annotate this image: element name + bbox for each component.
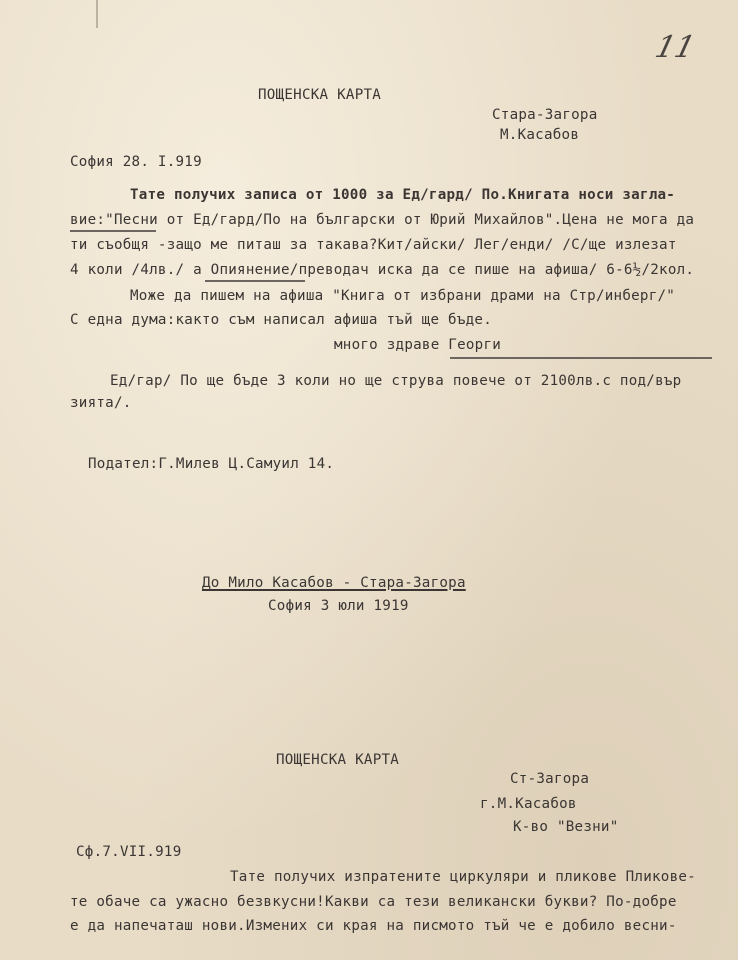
card1-sender: Подател:Г.Милев Ц.Самуил 14. [88, 456, 335, 472]
paper-crease [96, 0, 98, 28]
card1-greeting: много здраве Георги [334, 337, 502, 353]
card1-ps-line-1: Ед/гар/ По ще бъде 3 коли но ще струва повече от 2100лв.с под/вър [110, 373, 682, 389]
card3-recipient-firm: К-во "Везни" [513, 819, 619, 835]
card1-line-2: вие:"Песни от Ед/гард/По на български от Юрий Михайлов".Цена не мога да [70, 212, 695, 228]
card1-date: София 28. I.919 [70, 154, 202, 170]
underline-ti-saobshtya [70, 230, 156, 232]
card1-line-4: 4 коли /4лв./ а Опиянение/преводач иска да се пише на афиша/ 6-6½/2кол. [70, 262, 695, 278]
card3-date: Сф.7.VII.919 [76, 844, 182, 860]
card3-heading: ПОЩЕНСКА КАРТА [276, 752, 400, 768]
underline-opiyanenie [205, 280, 305, 282]
card1-recipient-name: М.Касабов [500, 127, 580, 143]
card3-line-2: те обаче са ужасно безвкусни!Какви са тези великански букви? По-добре [70, 894, 677, 910]
card3-line-1: Тате получих изпратените циркуляри и пликове Пликове- [230, 869, 696, 885]
card1-line-6: С една дума:както съм написал афиша тъй ще бъде. [70, 312, 492, 328]
card3-recipient-name: г.М.Касабов [480, 796, 577, 812]
card1-line-5: Може да пишем на афиша "Книга от избрани драми на Стр/инберг/" [130, 288, 676, 304]
card1-line-1: Тате получих записа от 1000 за Ед/гард/ По.Книгата носи загла- [130, 187, 676, 203]
card1-heading: ПОЩЕНСКА КАРТА [258, 87, 382, 103]
card3-recipient-city: Ст-Загора [510, 771, 590, 787]
card1-line-3: ти съобщя -защо ме питаш за такава?Кит/айски/ Лег/енди/ /С/ще излезат [70, 237, 677, 253]
card2-address: До Мило Касабов - Стара-Загора [202, 575, 466, 591]
page-number: 11 [651, 30, 699, 65]
card3-line-3: е да напечаташ нови.Измених си края на писмото тъй че е добило весни- [70, 918, 677, 934]
card1-ps-line-2: зията/. [70, 395, 132, 411]
separator-line [450, 357, 712, 359]
card2-date: София 3 юли 1919 [268, 598, 409, 614]
card1-recipient-city: Стара-Загора [492, 107, 598, 123]
